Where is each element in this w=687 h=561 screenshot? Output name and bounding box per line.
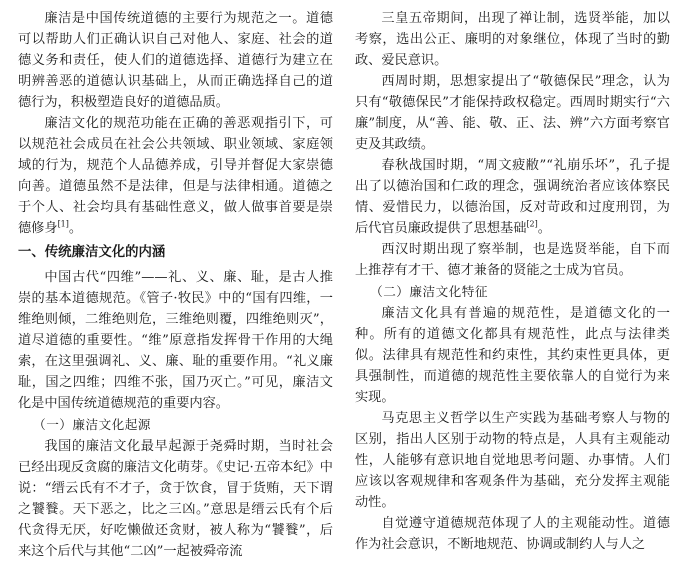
subsection-heading: （二）廉洁文化特征 (370, 284, 488, 299)
paragraph: 中国古代“四维”——礼、义、廉、耻，是古人推崇的基本道德规范。《管子·牧民》中的“国有四维，一维绝则倾，二维绝则危，三维绝则覆，四维绝则灭”，道尽道德的重要性。“维”原意指发挥骨干作用的大绳索，在这里强调礼、义、廉、耻的重要作用。“礼义廉耻，国之四维；四维不张，国乃灭亡。”可见，廉洁文化是中国传统道德规范的重要内容。 (18, 270, 333, 411)
left-column (18, 8, 333, 561)
paragraph (355, 155, 670, 239)
paragraph: 西汉时期出现了察举制，也是选贤举能，自下而上推荐有才干、德才兼备的贤能之士成为官员。 (355, 242, 670, 278)
paragraph: 我国的廉洁文化最早起源于尧舜时期，当时社会已经出现反贪腐的廉洁文化萌芽。《史记·五帝本纪》中说：“缙云氏有不才子，贪于饮食，冒于货贿，天下谓之饕餮。天下恶之，比之三凶。”意思是缙云氏有个后代贪得无厌，好吃懒做还贪财，被人称为“饕餮”，后来这个后代与其他“二凶”一起被舜帝流 (18, 439, 333, 559)
paragraph-text: 廉洁文化的规范功能在正确的善恶观指引下，可以规范社会成员在社会公共领域、职业领域、家庭领域的行为，规范个人品德养成，引导并督促大家崇德向善。道德虽然不是法律，但是与法律相通。道德之于个人、社会均具有基础性意义，做人做事首要是崇德修身 (18, 116, 333, 236)
right-column (355, 8, 670, 561)
paragraph: 西周时期，思想家提出了“敬德保民”理念，认为只有“敬德保民”才能保持政权稳定。西周时期实行“六廉”制度，从“善、能、敬、正、法、辨”六方面考察官吏及其政绩。 (355, 74, 670, 152)
paragraph: 马克思主义哲学以生产实践为基础考察人与物的区别，指出人区别于动物的特点是，人具有主观能动性，人能够有意识地自觉地思考问题、办事情。人们应该以客观规律和客观条件为基础，充分发挥主观能动性。 (355, 411, 670, 510)
subsection-heading: （一）廉洁文化起源 (33, 417, 151, 432)
paragraph-end: 。 (537, 221, 551, 236)
paragraph-text: 春秋战国时期，“周文疲敝”“礼崩乐坏”，孔子提出了以德治国和仁政的理念，强调统治者应该体察民情、爱惜民力，以德治国，反对苛政和过度刑罚，为后代官员廉政提供了思想基础 (355, 158, 670, 236)
citation-ref[interactable]: [1] (57, 219, 69, 229)
paragraph-end: 。 (68, 221, 83, 236)
section-heading: 一、传统廉洁文化的内涵 (18, 245, 166, 260)
paragraph: 自觉遵守道德规范体现了人的主观能动性。道德作为社会意识，不断地规范、协调或制约人与人之 (355, 516, 670, 552)
paragraph: 廉洁文化具有普遍的规范性，是道德文化的一种。所有的道德文化都具有规范性，此点与法律类似。法律具有规范性和约束性，其约束性更具体，更具强制性，而道德的规范性主要依靠人的自觉行为来实现。 (355, 306, 670, 405)
citation-ref[interactable]: [2] (526, 219, 538, 229)
paragraph: 三皇五帝期间，出现了禅让制，选贤举能，加以考察，选出公正、廉明的对象继位，体现了当时的勤政、爱民意识。 (355, 11, 670, 68)
paragraph: 廉洁是中国传统道德的主要行为规范之一。道德可以帮助人们正确认识自己对他人、家庭、社会的道德义务和责任，使人们的道德选择、道德行为建立在明辨善恶的道德认识基础上，从而正确选择自己的道德行为，积极塑造良好的道德品质。 (18, 11, 333, 110)
paragraph (18, 113, 333, 239)
